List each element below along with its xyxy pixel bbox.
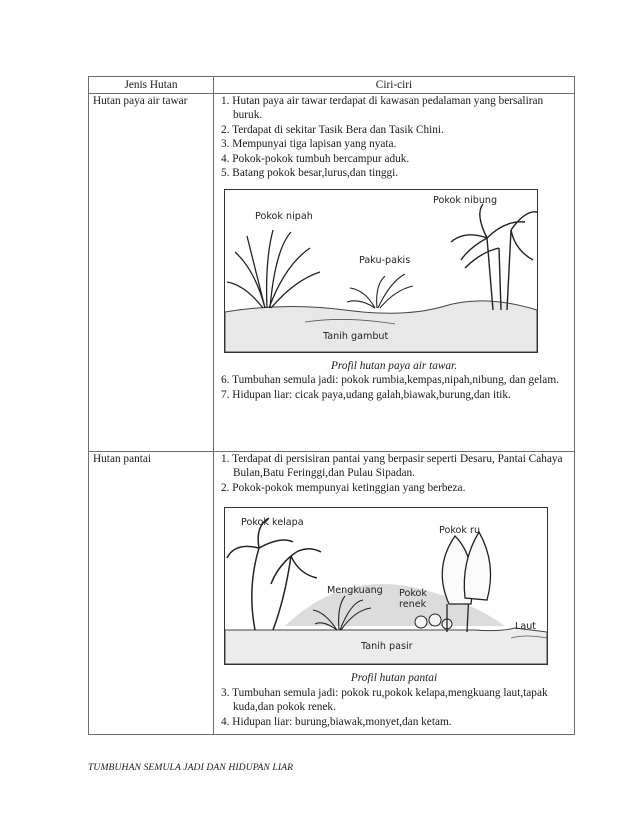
label-tanih-pasir: Tanih pasir [361,641,413,652]
label-mengkuang: Mengkuang [327,585,383,596]
characteristics-cell [214,451,575,734]
beach-forest-profile-figure [224,507,548,665]
table-row [89,451,575,734]
label-tanih-gambut: Tanih gambut [323,330,389,342]
swamp-forest-profile-figure [224,189,538,353]
page-footer: TUMBUHAN SEMULA JADI DAN HIDUPAN LIAR [88,762,294,773]
header-characteristics: Ciri-ciri [214,77,575,94]
point-text: 2. Pokok-pokok mempunyai ketinggian yang berbeza. [221,481,466,494]
header-forest-type: Jenis Hutan [89,77,214,94]
characteristics-cell [214,93,575,451]
point-text: 2. Terdapat di sekitar Tasik Bera dan Tasik Chini. [221,123,444,136]
label-paku-pakis: Paku-pakis [359,254,411,266]
point-text: 5. Batang pokok besar,lurus,dan tinggi. [221,167,399,179]
point-text: 7. Hidupan liar: cicak paya,udang galah,biawak,burung,dan itik. [221,388,511,401]
point-text: 1. Terdapat di persisiran pantai yang berpasir seperti Desaru, Pantai Cahaya Bulan,Batu Feringgi,dan Pulau Sipadan. [221,452,563,479]
point-text: 4. Hidupan liar: burung,biawak,monyet,dan ketam. [221,715,452,728]
fern-drawing [347,274,413,308]
label-pokok-nipah: Pokok nipah [255,210,313,222]
nipah-palm-drawing [227,230,320,308]
label-pokok-renek: Pokok renek [399,588,427,610]
forest-type-label: Hutan paya air tawar [93,94,188,107]
point-text: 4. Pokok-pokok tumbuh bercampur aduk. [221,152,410,165]
figure-caption: Profil hutan paya air tawar. [330,359,458,372]
forest-type-cell [89,451,214,734]
label-pokok-ru: Pokok ru [439,525,481,536]
forest-characteristics-table [88,76,575,735]
label-laut: Laut [515,621,537,632]
label-pokok-nibung: Pokok nibung [433,194,498,206]
forest-type-cell [89,93,214,451]
point-text: 3. Tumbuhan semula jadi: pokok ru,pokok kelapa,mengkuang laut,tapak kuda,dan pokok renek. [221,686,548,713]
label-pokok-kelapa: Pokok kelapa [241,517,304,528]
nibung-palm-drawing [451,204,537,310]
table-header-row [89,77,575,94]
forest-type-label: Hutan pantai [93,452,152,465]
point-text: 6. Tumbuhan semula jadi: pokok rumbia,kempas,nipah,nibung, dan gelam. [221,374,559,386]
table-row [89,93,575,451]
figure-caption: Profil hutan pantai [350,672,438,684]
point-text: 3. Mempunyai tiga lapisan yang nyata. [221,138,397,150]
point-text: 1. Hutan paya air tawar terdapat di kawasan pedalaman yang bersaliran buruk. [221,94,544,121]
